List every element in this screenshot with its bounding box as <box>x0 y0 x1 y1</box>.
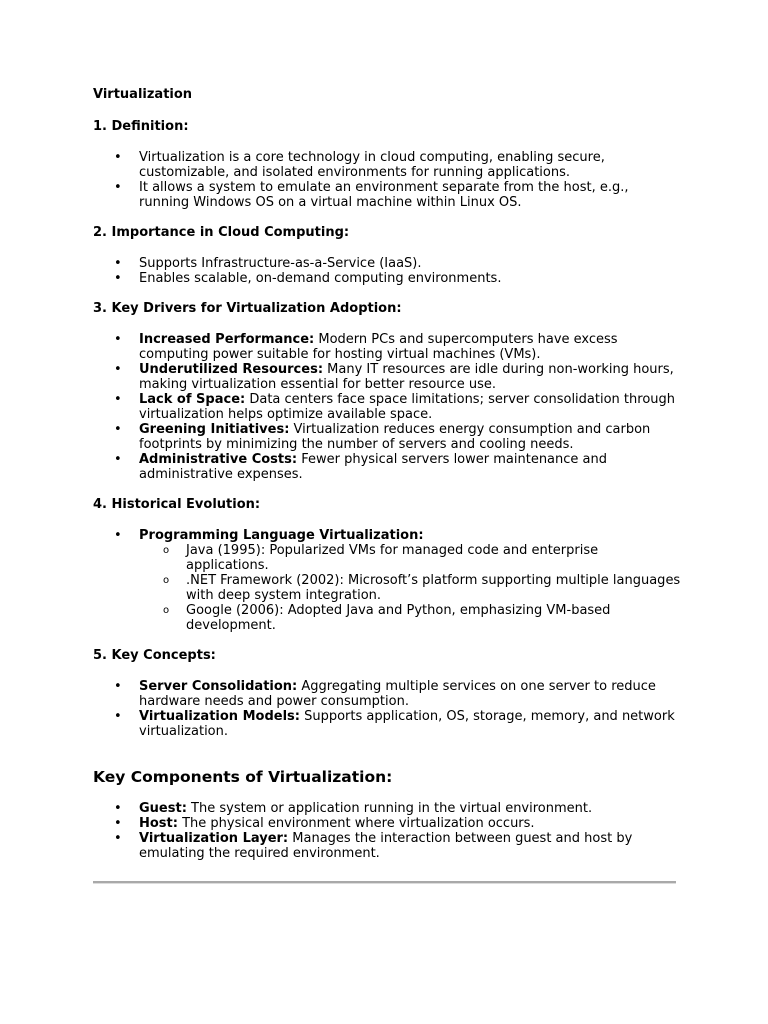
list-item <box>139 452 681 482</box>
list-item <box>139 256 681 271</box>
list-item <box>139 831 681 861</box>
section-heading: 4. Historical Evolution: <box>93 497 261 512</box>
item-text: Supports application, OS, storage, memory, and network virtualization. <box>139 709 675 739</box>
item-term: Underutilized Resources: <box>139 362 324 377</box>
list-item <box>139 271 681 286</box>
list-item <box>139 180 681 210</box>
list-item <box>139 709 681 739</box>
item-term: Guest: <box>139 801 187 816</box>
list-item <box>139 362 681 392</box>
item-text: Data centers face space limitations; server consolidation through virtualization helps optimize available space. <box>139 392 675 422</box>
list-item <box>139 422 681 452</box>
item-term: Programming Language Virtualization: <box>139 528 424 543</box>
item-text: Manages the interaction between guest and host by emulating the required environment. <box>139 831 633 861</box>
section-historical-evolution <box>93 496 681 633</box>
item-term: Administrative Costs: <box>139 452 298 467</box>
bullet-list <box>93 256 681 286</box>
list-item <box>139 679 681 709</box>
section-importance <box>93 224 681 286</box>
item-text: Enables scalable, on-demand computing environments. <box>139 271 502 286</box>
item-term: Virtualization Layer: <box>139 831 289 846</box>
item-term: Increased Performance: <box>139 332 315 347</box>
item-text: Supports Infrastructure-as-a-Service (IaaS). <box>139 256 422 271</box>
bullet-list <box>93 332 681 482</box>
section-heading: Key Components of Virtualization: <box>93 768 393 786</box>
item-text: The system or application running in the virtual environment. <box>186 801 593 816</box>
item-term: Server Consolidation: <box>139 679 298 694</box>
item-text: Aggregating multiple services on one server to reduce hardware needs and power consumption. <box>139 679 656 709</box>
document-body <box>93 86 681 875</box>
list-item <box>139 392 681 422</box>
bullet-list <box>93 679 681 739</box>
list-item <box>139 332 681 362</box>
bullet-list <box>93 528 681 633</box>
section-definition <box>93 118 681 210</box>
list-item <box>139 528 681 633</box>
item-term: Greening Initiatives: <box>139 422 290 437</box>
item-text: Virtualization is a core technology in cloud computing, enabling secure, customizable, and isolated environments for running applications. <box>139 150 605 180</box>
sub-list <box>139 543 681 633</box>
bullet-list <box>93 801 681 861</box>
horizontal-rule <box>93 881 676 884</box>
list-item <box>139 816 681 831</box>
item-text: Virtualization reduces energy consumption and carbon footprints by minimizing the number of servers and cooling needs. <box>139 422 651 452</box>
item-text: The physical environment where virtualization occurs. <box>177 816 535 831</box>
section-key-components <box>93 767 681 861</box>
item-text: Many IT resources are idle during non-working hours, making virtualization essential for better resource use. <box>139 362 674 392</box>
section-heading: 1. Definition: <box>93 119 189 134</box>
section-heading: 3. Key Drivers for Virtualization Adoption: <box>93 301 402 316</box>
section-key-drivers <box>93 300 681 482</box>
sub-list-item: o .NET Framework (2002): Microsoft’s platform supporting multiple languages with deep system integration. <box>186 573 681 603</box>
item-term: Host: <box>139 816 178 831</box>
item-term: Lack of Space: <box>139 392 246 407</box>
section-key-concepts <box>93 647 681 739</box>
item-text: Modern PCs and supercomputers have excess computing power suitable for hosting virtual machines (VMs). <box>139 332 618 362</box>
list-item <box>139 150 681 180</box>
document-title: Virtualization <box>93 87 193 102</box>
section-heading: 2. Importance in Cloud Computing: <box>93 225 350 240</box>
item-term: Virtualization Models: <box>139 709 300 724</box>
bullet-list <box>93 150 681 210</box>
item-text: Fewer physical servers lower maintenance and administrative expenses. <box>139 452 607 482</box>
section-heading: 5. Key Concepts: <box>93 648 216 663</box>
sub-list-item: o Google (2006): Adopted Java and Python, emphasizing VM-based development. <box>186 603 681 633</box>
list-item <box>139 801 681 816</box>
sub-list-item: o Java (1995): Popularized VMs for managed code and enterprise applications. <box>186 543 681 573</box>
item-text: It allows a system to emulate an environment separate from the host, e.g., running Windows OS on a virtual machine within Linux OS. <box>139 180 629 210</box>
